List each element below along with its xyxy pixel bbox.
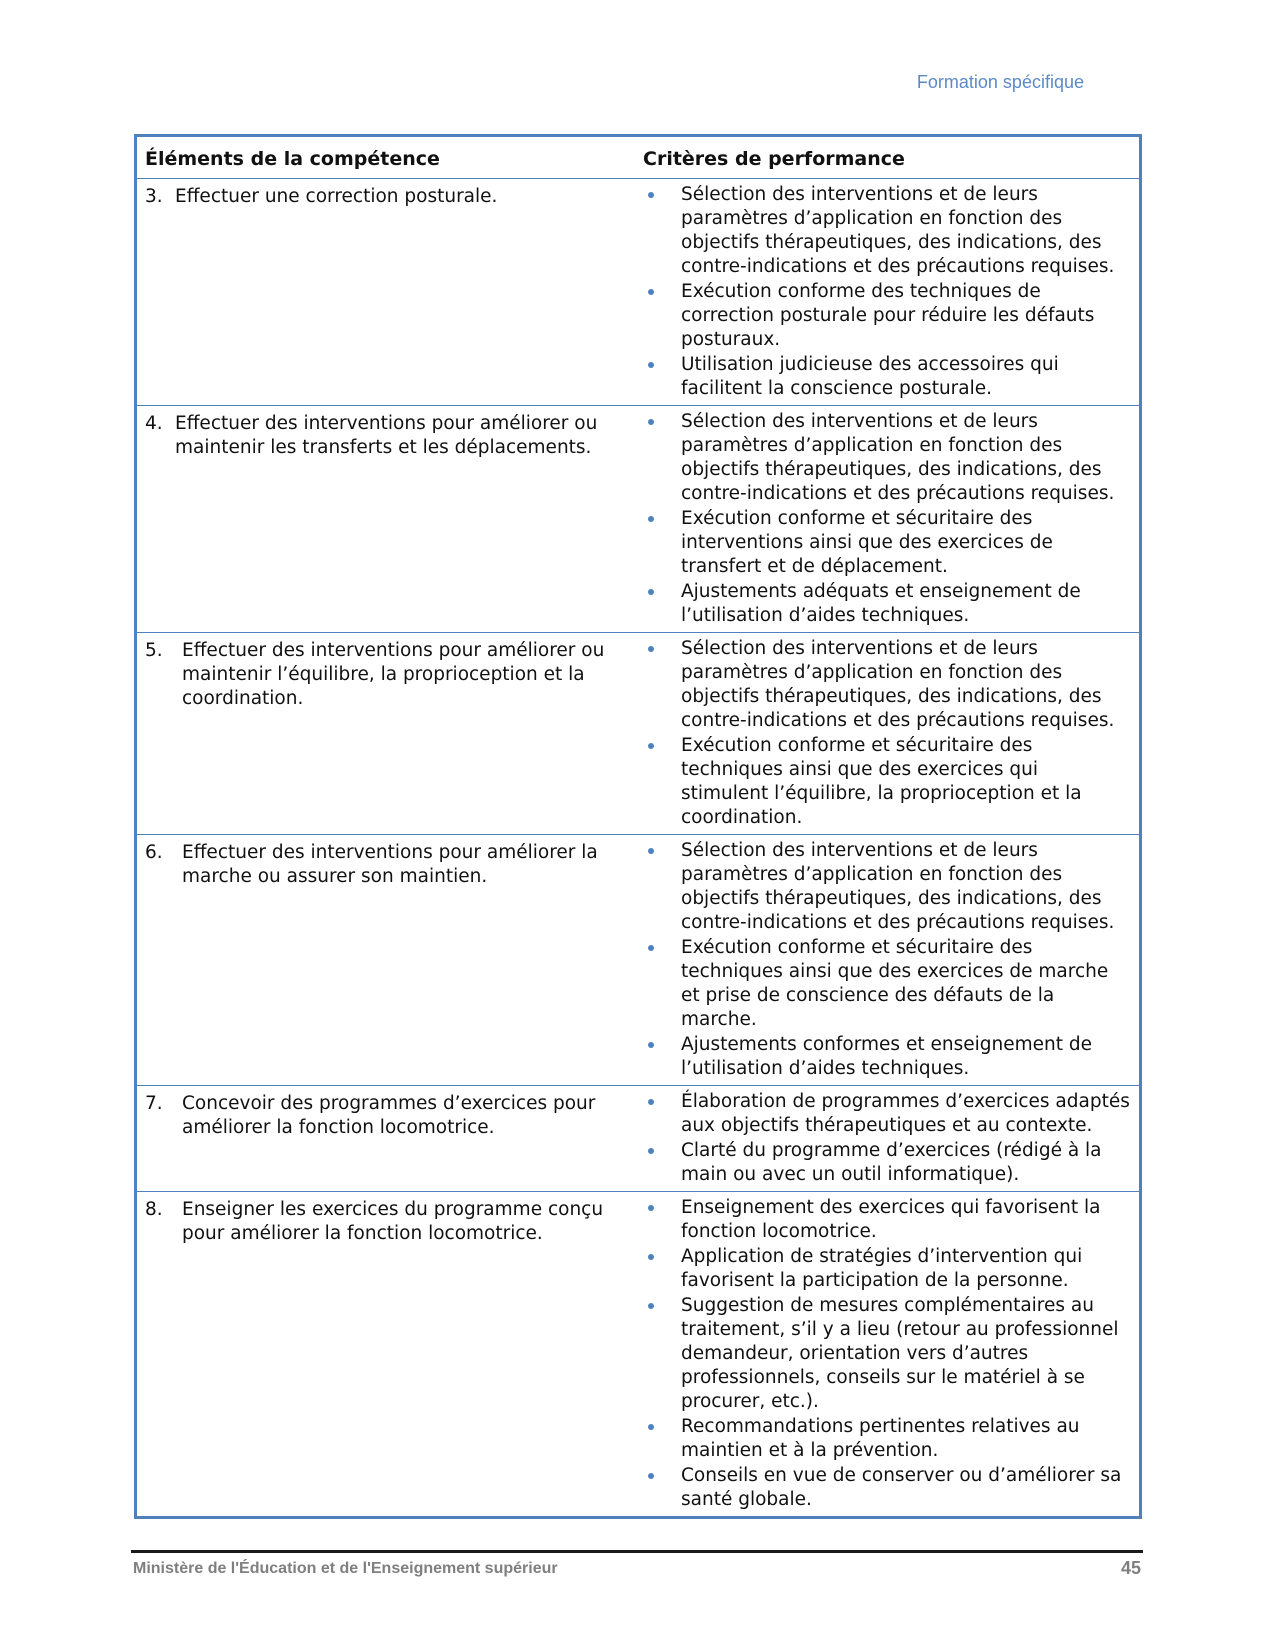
bullet-icon bbox=[648, 1148, 654, 1154]
criterion-text: Sélection des interventions et de leurs paramètres d’application en fonction des objectifs thérapeutiques, des indications, des contre-indications et des précautions requises. bbox=[681, 184, 1115, 277]
performance-criteria-cell bbox=[635, 179, 1139, 406]
element-number: 3. bbox=[145, 186, 163, 207]
criterion-text: Clarté du programme d’exercices (rédigé à la main ou avec un outil informatique). bbox=[681, 1140, 1102, 1185]
criterion-text: Exécution conforme et sécuritaire des interventions ainsi que des exercices de transfert et de déplacement. bbox=[681, 508, 1053, 577]
element-text: Effectuer une correction posturale. bbox=[175, 186, 498, 207]
element-text: Effectuer des interventions pour améliorer ou maintenir les transferts et les déplacements. bbox=[175, 413, 598, 458]
performance-criteria-cell bbox=[635, 1192, 1139, 1517]
list-item bbox=[643, 353, 1131, 401]
criteria-list bbox=[643, 183, 1131, 401]
element-number: 4. bbox=[145, 413, 163, 434]
list-item bbox=[643, 637, 1131, 733]
bullet-icon bbox=[648, 192, 654, 198]
bullet-icon bbox=[648, 289, 654, 295]
competence-element bbox=[145, 1196, 627, 1246]
page-number: 45 bbox=[1120, 1558, 1141, 1578]
list-item bbox=[643, 580, 1131, 628]
element-number: 6. bbox=[145, 842, 163, 863]
competence-element-cell bbox=[137, 1086, 635, 1192]
list-item bbox=[643, 410, 1131, 506]
competence-element bbox=[145, 1090, 627, 1140]
competence-element-cell bbox=[137, 633, 635, 835]
competence-element bbox=[145, 410, 627, 460]
criterion-text: Exécution conforme et sécuritaire des techniques ainsi que des exercices qui stimulent l’équilibre, la proprioception et la coordination. bbox=[681, 735, 1082, 828]
criterion-text: Enseignement des exercices qui favorisent la fonction locomotrice. bbox=[681, 1197, 1101, 1242]
bullet-icon bbox=[648, 1042, 654, 1048]
table-row bbox=[137, 1192, 1139, 1517]
bullet-icon bbox=[648, 848, 654, 854]
competence-element-cell bbox=[137, 1192, 635, 1517]
criterion-text: Recommandations pertinentes relatives au maintien et à la prévention. bbox=[681, 1416, 1080, 1461]
table-row bbox=[137, 1086, 1139, 1192]
competence-element bbox=[145, 183, 627, 209]
element-text: Effectuer des interventions pour améliorer la marche ou assurer son maintien. bbox=[182, 842, 598, 887]
competence-table bbox=[134, 134, 1142, 1519]
criterion-text: Application de stratégies d’intervention qui favorisent la participation de la personne. bbox=[681, 1246, 1083, 1291]
table-header-row bbox=[137, 137, 1139, 179]
criterion-text: Utilisation judicieuse des accessoires qui facilitent la conscience posturale. bbox=[681, 354, 1059, 399]
list-item bbox=[643, 1033, 1131, 1081]
criterion-text: Sélection des interventions et de leurs paramètres d’application en fonction des objectifs thérapeutiques, des indications, des contre-indications et des précautions requises. bbox=[681, 411, 1115, 504]
bullet-icon bbox=[648, 646, 654, 652]
list-item bbox=[643, 507, 1131, 579]
bullet-icon bbox=[648, 1303, 654, 1309]
footer-publisher: Ministère de l'Éducation et de l'Enseignement supérieur bbox=[133, 1560, 558, 1577]
column-header-elements: Éléments de la compétence bbox=[137, 137, 635, 179]
element-text: Effectuer des interventions pour améliorer ou maintenir l’équilibre, la proprioception et la coordination. bbox=[182, 640, 605, 709]
competence-element-cell bbox=[137, 406, 635, 633]
competence-element-cell bbox=[137, 835, 635, 1086]
list-item bbox=[643, 1415, 1131, 1463]
footer-divider bbox=[131, 1550, 1143, 1553]
bullet-icon bbox=[648, 1099, 654, 1105]
competence-element-cell bbox=[137, 179, 635, 406]
criterion-text: Suggestion de mesures complémentaires au traitement, s’il y a lieu (retour au professionnel demandeur, orientation vers d’autres professionnels, conseils sur le matériel à se procurer, etc.). bbox=[681, 1295, 1119, 1412]
list-item bbox=[643, 1090, 1131, 1138]
section-label: Formation spécifique bbox=[916, 72, 1084, 92]
table-row bbox=[137, 179, 1139, 406]
criterion-text: Exécution conforme des techniques de correction posturale pour réduire les défauts posturaux. bbox=[681, 281, 1095, 350]
element-number: 5. bbox=[145, 640, 163, 661]
list-item bbox=[643, 1196, 1131, 1244]
bullet-icon bbox=[648, 419, 654, 425]
bullet-icon bbox=[648, 589, 654, 595]
criterion-text: Élaboration de programmes d’exercices adaptés aux objectifs thérapeutiques et au contexte. bbox=[681, 1091, 1130, 1136]
criterion-text: Ajustements conformes et enseignement de l’utilisation d’aides techniques. bbox=[681, 1034, 1092, 1079]
bullet-icon bbox=[648, 1473, 654, 1479]
table-row bbox=[137, 835, 1139, 1086]
criteria-list bbox=[643, 1090, 1131, 1187]
list-item bbox=[643, 1294, 1131, 1414]
criteria-list bbox=[643, 637, 1131, 830]
table-row bbox=[137, 633, 1139, 835]
criteria-list bbox=[643, 1196, 1131, 1512]
list-item bbox=[643, 936, 1131, 1032]
criteria-list bbox=[643, 410, 1131, 628]
bullet-icon bbox=[648, 743, 654, 749]
bullet-icon bbox=[648, 1205, 654, 1211]
criterion-text: Sélection des interventions et de leurs paramètres d’application en fonction des objectifs thérapeutiques, des indications, des contre-indications et des précautions requises. bbox=[681, 638, 1115, 731]
bullet-icon bbox=[648, 945, 654, 951]
performance-criteria-cell bbox=[635, 835, 1139, 1086]
bullet-icon bbox=[648, 362, 654, 368]
list-item bbox=[643, 734, 1131, 830]
criteria-list bbox=[643, 839, 1131, 1081]
performance-criteria-cell bbox=[635, 1086, 1139, 1192]
bullet-icon bbox=[648, 516, 654, 522]
element-number: 7. bbox=[145, 1093, 163, 1114]
list-item bbox=[643, 280, 1131, 352]
competence-element bbox=[145, 637, 627, 711]
element-text: Enseigner les exercices du programme conçu pour améliorer la fonction locomotrice. bbox=[182, 1199, 604, 1244]
criterion-text: Ajustements adéquats et enseignement de l’utilisation d’aides techniques. bbox=[681, 581, 1081, 626]
criterion-text: Conseils en vue de conserver ou d’améliorer sa santé globale. bbox=[681, 1465, 1122, 1510]
table-row bbox=[137, 406, 1139, 633]
bullet-icon bbox=[648, 1254, 654, 1260]
list-item bbox=[643, 1139, 1131, 1187]
list-item bbox=[643, 1464, 1131, 1512]
performance-criteria-cell bbox=[635, 406, 1139, 633]
criterion-text: Sélection des interventions et de leurs paramètres d’application en fonction des objectifs thérapeutiques, des indications, des contre-indications et des précautions requises. bbox=[681, 840, 1115, 933]
column-header-criteria: Critères de performance bbox=[635, 137, 1139, 179]
list-item bbox=[643, 1245, 1131, 1293]
criterion-text: Exécution conforme et sécuritaire des techniques ainsi que des exercices de marche et prise de conscience des défauts de la marche. bbox=[681, 937, 1109, 1030]
bullet-icon bbox=[648, 1424, 654, 1430]
performance-criteria-cell bbox=[635, 633, 1139, 835]
element-text: Concevoir des programmes d’exercices pour améliorer la fonction locomotrice. bbox=[182, 1093, 596, 1138]
list-item bbox=[643, 183, 1131, 279]
element-number: 8. bbox=[145, 1199, 163, 1220]
competence-element bbox=[145, 839, 627, 889]
list-item bbox=[643, 839, 1131, 935]
